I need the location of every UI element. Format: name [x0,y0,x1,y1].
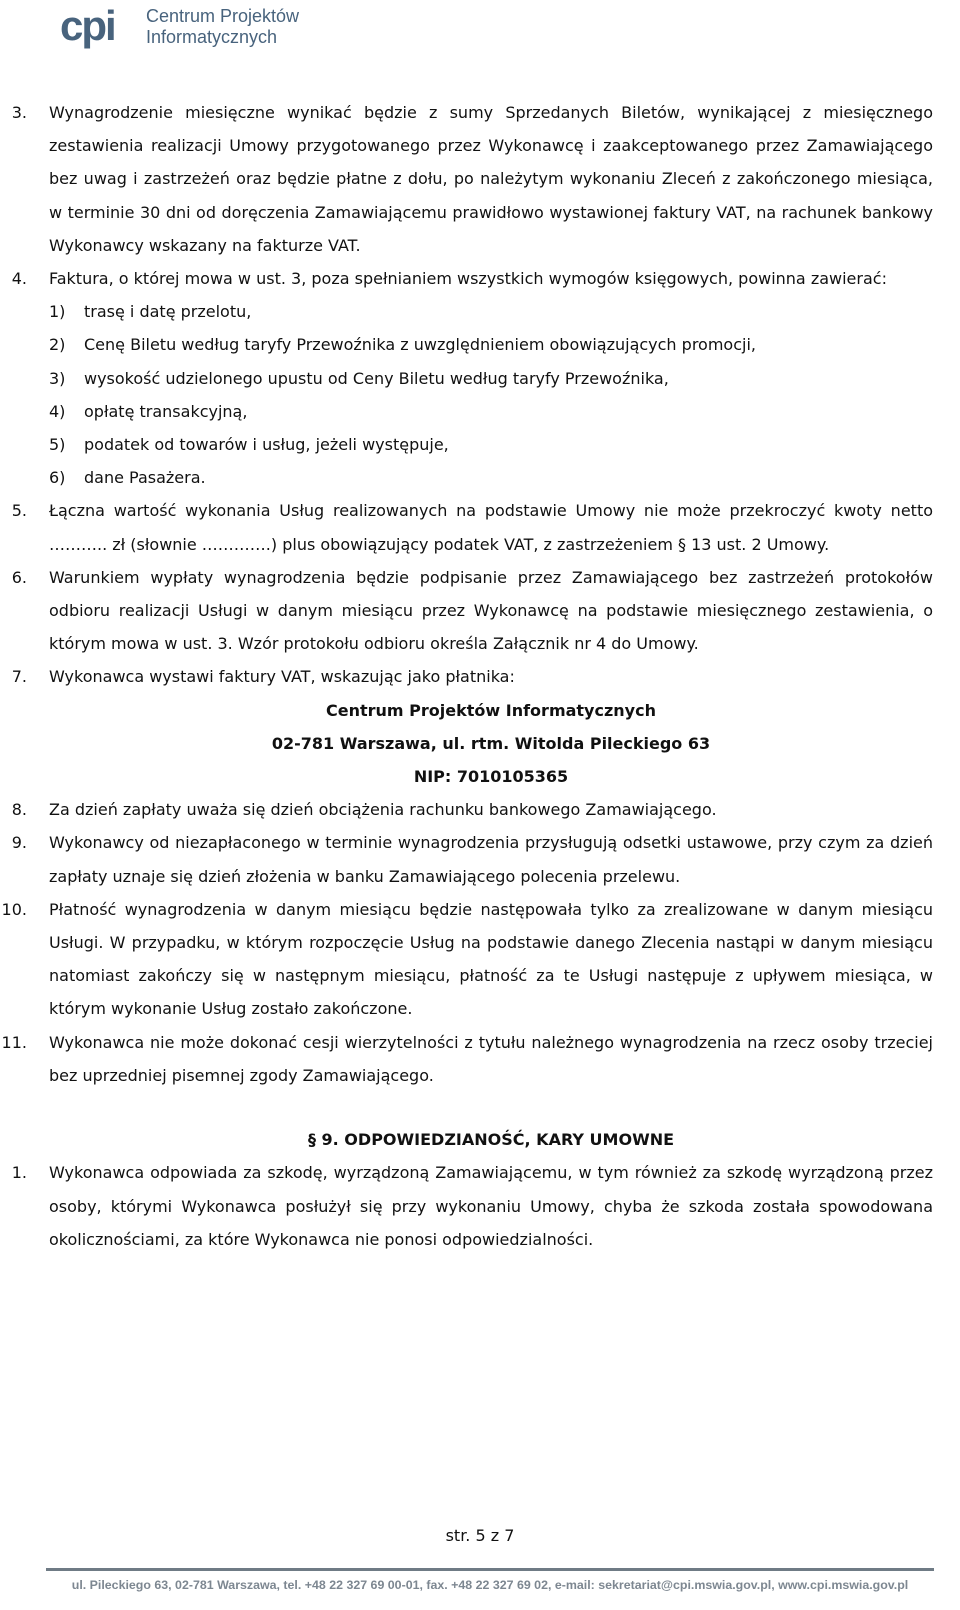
paragraph-number: 3. [11,103,27,122]
paragraph-8 [0,793,933,826]
paragraph-number: 6. [11,567,27,587]
paragraph-3 [0,96,933,262]
header [60,2,299,52]
paragraph-number: 8. [11,800,27,820]
subitem [0,395,960,428]
subitem-text: wysokość udzielonego upustu od Ceny Biletu według taryfy Przewoźnika, [84,368,669,388]
subitem [0,461,960,494]
document-body [0,96,960,1256]
paragraph-number: 7. [11,667,27,687]
paragraph-11 [0,1026,933,1092]
paragraph-text: Za dzień zapłaty uważa się dzień obciążenia rachunku bankowego Zamawiającego. [49,800,717,820]
subitem-text: trasę i datę przelotu, [84,302,252,322]
paragraph-number: 1. [11,1163,27,1183]
subitem-number: 6) [49,468,66,488]
subitem-number: 3) [49,368,66,388]
paragraph-text: Wykonawca wystawi faktury VAT, wskazując jako płatnika: [49,667,515,687]
paragraph-6 [0,561,933,661]
paragraph-text: Łączna wartość wykonania Usług realizowanych na podstawie Umowy nie może przekroczyć kwoty netto ……….. zł (słownie ………….) plus obowiązujący podatek VAT, z zastrzeżeniem § 13 ust. 2 Umowy. [49,501,933,554]
footer-divider [46,1568,934,1571]
cpi-logo-letters: cpi [60,4,115,49]
paragraph-7 [0,660,933,693]
paragraph-9 [0,826,933,892]
logo-wordmark [146,6,299,48]
paragraph-number: 10. [1,899,27,919]
subitem-number: 1) [49,302,66,322]
subitem-number: 5) [49,435,66,455]
payer-name: Centrum Projektów Informatycznych [326,700,656,720]
paragraph-text: Faktura, o której mowa w ust. 3, poza spełnianiem wszystkich wymogów księgowych, powinna zawierać: [49,269,887,289]
paragraph-4 [0,262,933,295]
payer-nip: NIP: 7010105365 [413,767,569,787]
paragraph-5 [0,494,933,560]
paragraph-text: Wynagrodzenie miesięczne wynikać będzie z sumy Sprzedanych Biletów, wynikającej z miesięcznego zestawienia realizacji Umowy przygotowanego przez Wykonawcę i zaakceptowanego przez Zamawiającego bez uwag i zastrzeżeń oraz będzie płatne z dołu, po należytym wykonaniu Zleceń z zakończonego miesiąca, w terminie 30 dni od doręczenia Zamawiającemu prawidłowo wystawionej faktury VAT, na rachunek bankowy Wykonawcy wskazany na fakturze VAT. [49,103,933,255]
footer-address: ul. Pileckiego 63, 02-781 Warszawa, tel. +48 22 327 69 00-01, fax. +48 22 327 69 02, e-mail: sekretariat@cpi.mswia.gov.pl, www.cpi.mswia.gov.pl [71,1578,909,1592]
subitem [0,295,960,328]
subitem-text: podatek od towarów i usług, jeżeli występuje, [84,435,449,455]
subitem-number: 4) [49,401,66,421]
paragraph-text: Warunkiem wypłaty wynagrodzenia będzie podpisanie przez Zamawiającego bez zastrzeżeń protokołów odbioru realizacji Usługi w danym miesiącu przez Wykonawcę na podstawie miesięcznego zestawienia, o którym mowa w ust. 3. Wzór protokołu odbioru określa Załącznik nr 4 do Umowy. [49,567,933,654]
paragraph-text: Płatność wynagrodzenia w danym miesiącu będzie następowała tylko za zrealizowane w danym miesiącu Usługi. W przypadku, w którym rozpoczęcie Usług na podstawie danego Zlecenia nastąpi w danym miesiącu natomiast zakończy się w następnym miesiącu, płatność za te Usługi następuje z upływem miesiąca, w którym wykonanie Usług zostało zakończone. [49,899,933,1019]
paragraph-number: 5. [11,501,27,521]
cpi-logo [60,4,140,50]
paragraph-number: 9. [11,833,27,853]
subitem-text: dane Pasażera. [84,468,206,488]
paragraph-text: Wykonawcy od niezapłaconego w terminie wynagrodzenia przysługują odsetki ustawowe, przy czym za dzień zapłaty uznaje się dzień złożenia w banku Zamawiającego polecenia przelewu. [49,833,933,886]
subitem [0,362,960,395]
subitem-text: Cenę Biletu według taryfy Przewoźnika z uwzględnieniem obowiązujących promocji, [84,335,756,355]
paragraph-text: Wykonawca nie może dokonać cesji wierzytelności z tytułu należnego wynagrodzenia na rzecz osoby trzeciej bez uprzedniej pisemnej zgody Zamawiającego. [49,1032,933,1085]
subitem-text: opłatę transakcyjną, [84,401,248,421]
paragraph-10 [0,893,933,1026]
subitem-number: 2) [49,335,66,355]
paragraph-number: 11. [1,1032,27,1052]
paragraph-number: 4. [11,269,27,289]
section9-paragraph-1 [0,1156,933,1256]
subitem [0,428,960,461]
logo-line-1: Centrum Projektów [146,6,300,26]
logo-line-2: Informatycznych [146,27,278,47]
paragraph-text: Wykonawca odpowiada za szkodę, wyrządzoną Zamawiającemu, w tym również za szkodę wyrządzoną przez osoby, którymi Wykonawca posłużył się przy wykonaniu Umowy, chyba że szkoda została spowodowana okolicznościami, za które Wykonawca nie ponosi odpowiedzialności. [49,1163,933,1249]
payer-address: 02-781 Warszawa, ul. rtm. Witolda Pileckiego 63 [271,733,711,753]
subitem [0,328,960,361]
section-heading: § 9. ODPOWIEDZIANOŚĆ, KARY UMOWNE [307,1130,675,1150]
cpi-logo-icon [60,4,140,50]
page-number: str. 5 z 7 [445,1526,515,1545]
